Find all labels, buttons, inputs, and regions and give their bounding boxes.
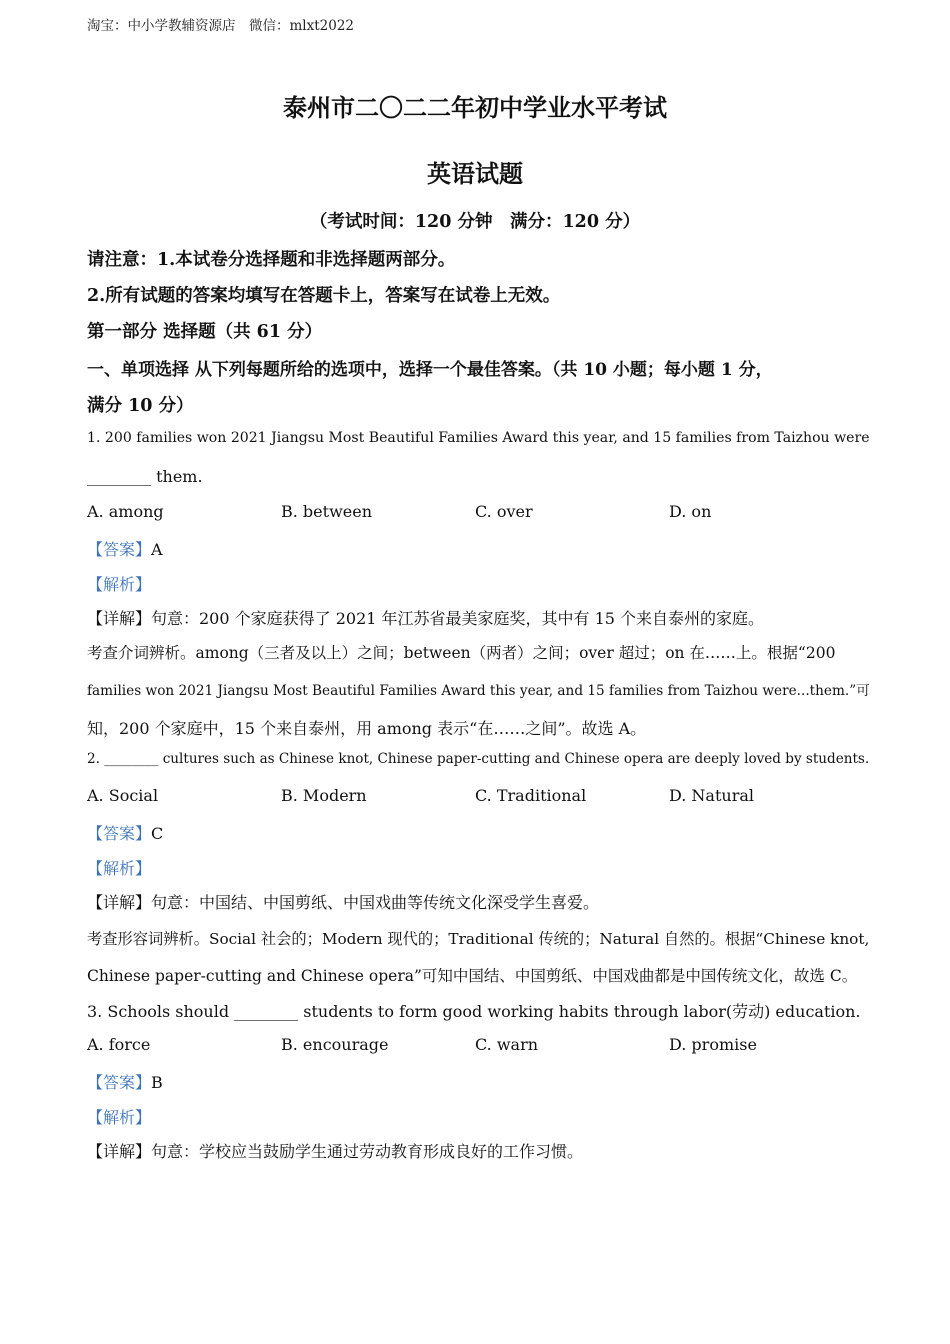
question-2-option-a: A. Social: [87, 786, 159, 805]
question-3-option-d: D. promise: [669, 1035, 757, 1054]
question-2-explanation-1: 考查形容词辨析。Social 社会的；Modern 现代的；Traditional 传统的；Natural 自然的。根据“Chinese knot,: [87, 930, 870, 948]
answer-tag: 【答案】: [87, 540, 152, 559]
question-3-text: 3. Schools should ________ students to form good working habits through labor(劳动) education.: [87, 1002, 861, 1021]
question-1-option-d: D. on: [669, 502, 712, 521]
answer-value: B: [151, 1073, 163, 1092]
question-1-option-b: B. between: [281, 502, 373, 521]
section-1-heading-cont: 满分 10 分）: [87, 396, 194, 416]
question-2-explanation-2: Chinese paper-cutting and Chinese opera”可知中国结、中国剪纸、中国戏曲都是中国传统文化，故选 C。: [87, 967, 858, 985]
question-3-detail: 【详解】句意：学校应当鼓励学生通过劳动教育形成良好的工作习惯。: [87, 1142, 584, 1161]
question-1-explanation-1: 考查介词辨析。among（三者及以上）之间；between（两者）之间；over 超过；on 在……上。根据“200: [87, 644, 836, 662]
question-2-answer: [87, 821, 163, 844]
question-1-explanation-2: families won 2021 Jiangsu Most Beautiful Families Award this year, and 15 families from Taizhou were...them.”可: [87, 683, 870, 699]
question-1-text: 1. 200 families won 2021 Jiangsu Most Beautiful Families Award this year, and 15 families from Taizhou were: [87, 430, 870, 446]
notice-1: 请注意：1.本试卷分选择题和非选择题两部分。: [87, 250, 456, 270]
question-3-answer: [87, 1070, 163, 1093]
question-1-option-c: C. over: [475, 502, 533, 521]
notice-2: 2.所有试题的答案均填写在答题卡上，答案写在试卷上无效。: [87, 286, 561, 306]
exam-subtitle: 英语试题: [427, 159, 523, 188]
section-1-heading: 一、单项选择 从下列每题所给的选项中，选择一个最佳答案。（共 10 小题；每小题 1 分，: [87, 360, 773, 380]
page-header: 淘宝：中小学教辅资源店 微信：mlxt2022: [87, 18, 355, 34]
question-3-option-c: C. warn: [475, 1035, 539, 1054]
question-2-detail: 【详解】句意：中国结、中国剪纸、中国戏曲等传统文化深受学生喜爱。: [87, 893, 600, 912]
question-1-explanation-3: 知，200 个家庭中，15 个来自泰州，用 among 表示“在……之间”。故选 A。: [87, 719, 647, 738]
exam-info: （考试时间：120 分钟 满分：120 分）: [309, 212, 641, 232]
question-2-option-d: D. Natural: [669, 786, 755, 805]
question-1-answer: [87, 537, 163, 560]
question-2-option-c: C. Traditional: [475, 786, 587, 805]
answer-value: A: [151, 540, 163, 559]
answer-value: C: [151, 824, 164, 843]
question-3-analysis-tag: 【解析】: [87, 1108, 152, 1127]
answer-tag: 【答案】: [87, 1073, 152, 1092]
question-1-analysis-tag: 【解析】: [87, 575, 152, 594]
question-2-analysis-tag: 【解析】: [87, 859, 152, 878]
part-1-heading: 第一部分 选择题（共 61 分）: [87, 322, 323, 342]
question-3-option-a: A. force: [87, 1035, 151, 1054]
question-1-detail: 【详解】句意：200 个家庭获得了 2021 年江苏省最美家庭奖，其中有 15 个来自泰州的家庭。: [87, 609, 765, 628]
exam-title: 泰州市二〇二二年初中学业水平考试: [283, 93, 667, 122]
question-2-option-b: B. Modern: [281, 786, 367, 805]
question-1-text-cont: ________ them.: [87, 467, 203, 486]
answer-tag: 【答案】: [87, 824, 152, 843]
question-2-text: 2. ________ cultures such as Chinese knot, Chinese paper-cutting and Chinese opera are deeply loved by students.: [87, 751, 870, 767]
question-1-option-a: A. among: [87, 502, 164, 521]
question-3-option-b: B. encourage: [281, 1035, 389, 1054]
